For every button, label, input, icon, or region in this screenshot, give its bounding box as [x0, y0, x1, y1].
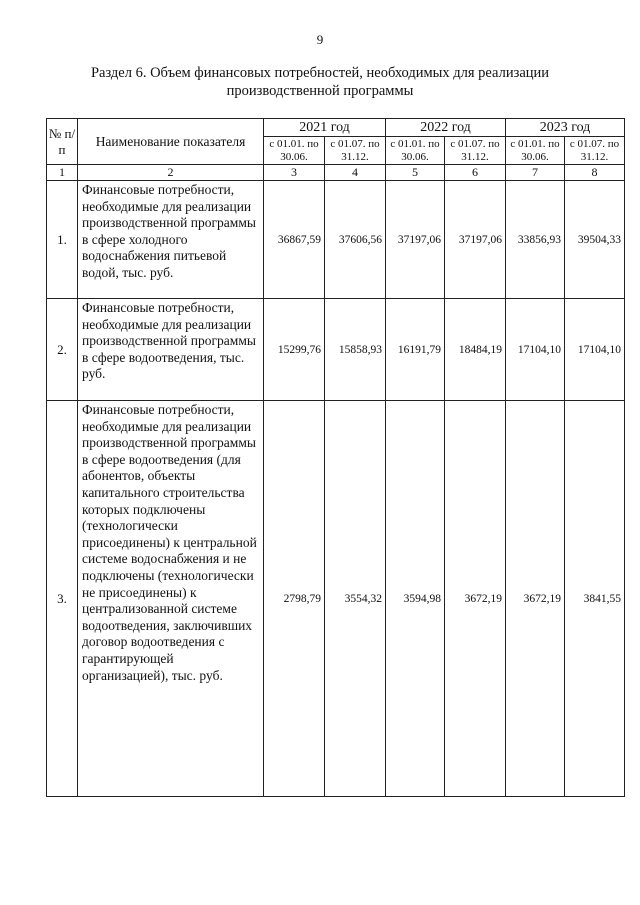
- row-indicator-name: Финансовые потребности, необходимые для реализации производственной программы в сфере водоотведения, тыс. руб.: [78, 299, 264, 401]
- row-value: 3554,32: [325, 401, 386, 797]
- financial-needs-table: [46, 118, 625, 797]
- row-value: 3672,19: [445, 401, 506, 797]
- section-title-line-2: производственной программы: [226, 83, 414, 99]
- row-value: 33856,93: [506, 181, 565, 299]
- row-value: 3841,55: [565, 401, 625, 797]
- header-period: с 01.07. по 31.12.: [565, 137, 625, 165]
- header-row-indices: [47, 165, 625, 181]
- row-value: 3594,98: [386, 401, 445, 797]
- column-index: 5: [386, 165, 445, 181]
- header-year-2022: 2022 год: [386, 119, 506, 137]
- row-indicator-name: Финансовые потребности, необходимые для реализации производственной программы в сфере холодного водоснабжения питьевой водой, тыс. руб.: [78, 181, 264, 299]
- table-row: [47, 401, 625, 797]
- column-index: 1: [47, 165, 78, 181]
- table-row: [47, 299, 625, 401]
- row-value: 2798,79: [264, 401, 325, 797]
- section-title: [60, 64, 580, 100]
- header-year-2021: 2021 год: [264, 119, 386, 137]
- page-number: 9: [316, 32, 324, 47]
- column-index: 3: [264, 165, 325, 181]
- header-period: с 01.07. по 31.12.: [445, 137, 506, 165]
- column-index: 4: [325, 165, 386, 181]
- header-row-years: [47, 119, 625, 137]
- row-value: 3672,19: [506, 401, 565, 797]
- row-number: 1.: [47, 181, 78, 299]
- row-value: 39504,33: [565, 181, 625, 299]
- header-period: с 01.01. по 30.06.: [264, 137, 325, 165]
- row-value: 16191,79: [386, 299, 445, 401]
- row-value: 15299,76: [264, 299, 325, 401]
- row-number: 3.: [47, 401, 78, 797]
- row-value: 37197,06: [445, 181, 506, 299]
- row-value: 37606,56: [325, 181, 386, 299]
- header-period: с 01.01. по 30.06.: [386, 137, 445, 165]
- row-number: 2.: [47, 299, 78, 401]
- header-num: № п/п: [47, 119, 78, 165]
- header-period: с 01.07. по 31.12.: [325, 137, 386, 165]
- header-period: с 01.01. по 30.06.: [506, 137, 565, 165]
- column-index: 2: [78, 165, 264, 181]
- column-index: 8: [565, 165, 625, 181]
- row-value: 17104,10: [506, 299, 565, 401]
- row-indicator-name: Финансовые потребности, необходимые для реализации производственной программы в сфере водоотведения (для абонентов, объекты капитального строительства которых подключены (технологически присоединены) к центральной системе водоснабжения и не подключены (технологически не присоединены) к централизованной системе водоотведения, заключивших договор водоотведения с гарантирующей организацией), тыс. руб.: [78, 401, 264, 797]
- section-title-line-1: Раздел 6. Объем финансовых потребностей, необходимых для реализации: [90, 65, 550, 81]
- header-year-2023: 2023 год: [506, 119, 625, 137]
- row-value: 37197,06: [386, 181, 445, 299]
- row-value: 18484,19: [445, 299, 506, 401]
- column-index: 6: [445, 165, 506, 181]
- row-value: 17104,10: [565, 299, 625, 401]
- table-row: [47, 181, 625, 299]
- row-value: 36867,59: [264, 181, 325, 299]
- column-index: 7: [506, 165, 565, 181]
- row-value: 15858,93: [325, 299, 386, 401]
- header-name: Наименование показателя: [78, 119, 264, 165]
